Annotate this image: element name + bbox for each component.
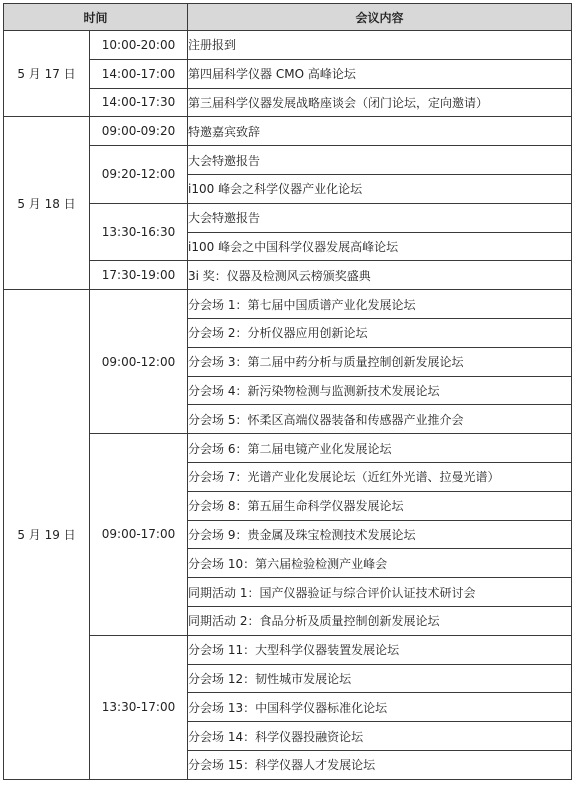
table-row [4, 88, 572, 117]
time-slot-cell: 09:00-12:00 [90, 290, 188, 434]
time-slot-cell: 17:30-19:00 [90, 261, 188, 290]
session-cell: i100 峰会之科学仪器产业化论坛 [188, 174, 572, 203]
session-cell: 分会场 11：大型科学仪器装置发展论坛 [188, 635, 572, 664]
schedule-body [4, 31, 572, 780]
session-cell: 3i 奖：仪器及检测风云榜颁奖盛典 [188, 261, 572, 290]
session-cell: 同期活动 2：食品分析及质量控制创新发展论坛 [188, 606, 572, 635]
session-cell: 分会场 6：第二届电镜产业化发展论坛 [188, 434, 572, 463]
date-cell: 5 月 18 日 [4, 117, 90, 290]
time-slot-cell: 14:00-17:00 [90, 59, 188, 88]
session-cell: 分会场 12：韧性城市发展论坛 [188, 664, 572, 693]
time-slot-cell: 13:30-16:30 [90, 203, 188, 261]
table-row [4, 203, 572, 232]
session-cell: 分会场 9：贵金属及珠宝检测技术发展论坛 [188, 520, 572, 549]
table-row [4, 31, 572, 60]
session-cell: 第三届科学仪器发展战略座谈会（闭门论坛，定向邀请） [188, 88, 572, 117]
session-cell: 特邀嘉宾致辞 [188, 117, 572, 146]
session-cell: 大会特邀报告 [188, 146, 572, 175]
session-cell: 第四届科学仪器 CMO 高峰论坛 [188, 59, 572, 88]
table-row [4, 290, 572, 319]
table-row [4, 434, 572, 463]
time-slot-cell: 13:30-17:00 [90, 635, 188, 779]
session-cell: 分会场 1：第七届中国质谱产业化发展论坛 [188, 290, 572, 319]
session-cell: 分会场 7：光谱产业化发展论坛（近红外光谱、拉曼光谱） [188, 462, 572, 491]
session-cell: i100 峰会之中国科学仪器发展高峰论坛 [188, 232, 572, 261]
time-slot-cell: 09:00-09:20 [90, 117, 188, 146]
content-header: 会议内容 [188, 4, 572, 31]
date-cell: 5 月 19 日 [4, 290, 90, 780]
session-cell: 分会场 4：新污染物检测与监测新技术发展论坛 [188, 376, 572, 405]
time-slot-cell: 09:20-12:00 [90, 146, 188, 204]
session-cell: 分会场 15：科学仪器人才发展论坛 [188, 750, 572, 779]
session-cell: 同期活动 1：国产仪器验证与综合评价认证技术研讨会 [188, 578, 572, 607]
session-cell: 分会场 14：科学仪器投融资论坛 [188, 722, 572, 751]
table-row [4, 146, 572, 175]
header-row [4, 4, 572, 31]
schedule-table [3, 3, 572, 780]
session-cell: 大会特邀报告 [188, 203, 572, 232]
session-cell: 注册报到 [188, 31, 572, 60]
time-slot-cell: 14:00-17:30 [90, 88, 188, 117]
session-cell: 分会场 13：中国科学仪器标准化论坛 [188, 693, 572, 722]
table-row [4, 59, 572, 88]
time-slot-cell: 10:00-20:00 [90, 31, 188, 60]
table-row [4, 261, 572, 290]
table-row [4, 635, 572, 664]
session-cell: 分会场 10：第六届检验检测产业峰会 [188, 549, 572, 578]
time-slot-cell: 09:00-17:00 [90, 434, 188, 636]
session-cell: 分会场 3：第二届中药分析与质量控制创新发展论坛 [188, 347, 572, 376]
session-cell: 分会场 5：怀柔区高端仪器装备和传感器产业推介会 [188, 405, 572, 434]
table-row [4, 117, 572, 146]
session-cell: 分会场 2：分析仪器应用创新论坛 [188, 318, 572, 347]
time-header: 时间 [4, 4, 188, 31]
session-cell: 分会场 8：第五届生命科学仪器发展论坛 [188, 491, 572, 520]
date-cell: 5 月 17 日 [4, 31, 90, 117]
